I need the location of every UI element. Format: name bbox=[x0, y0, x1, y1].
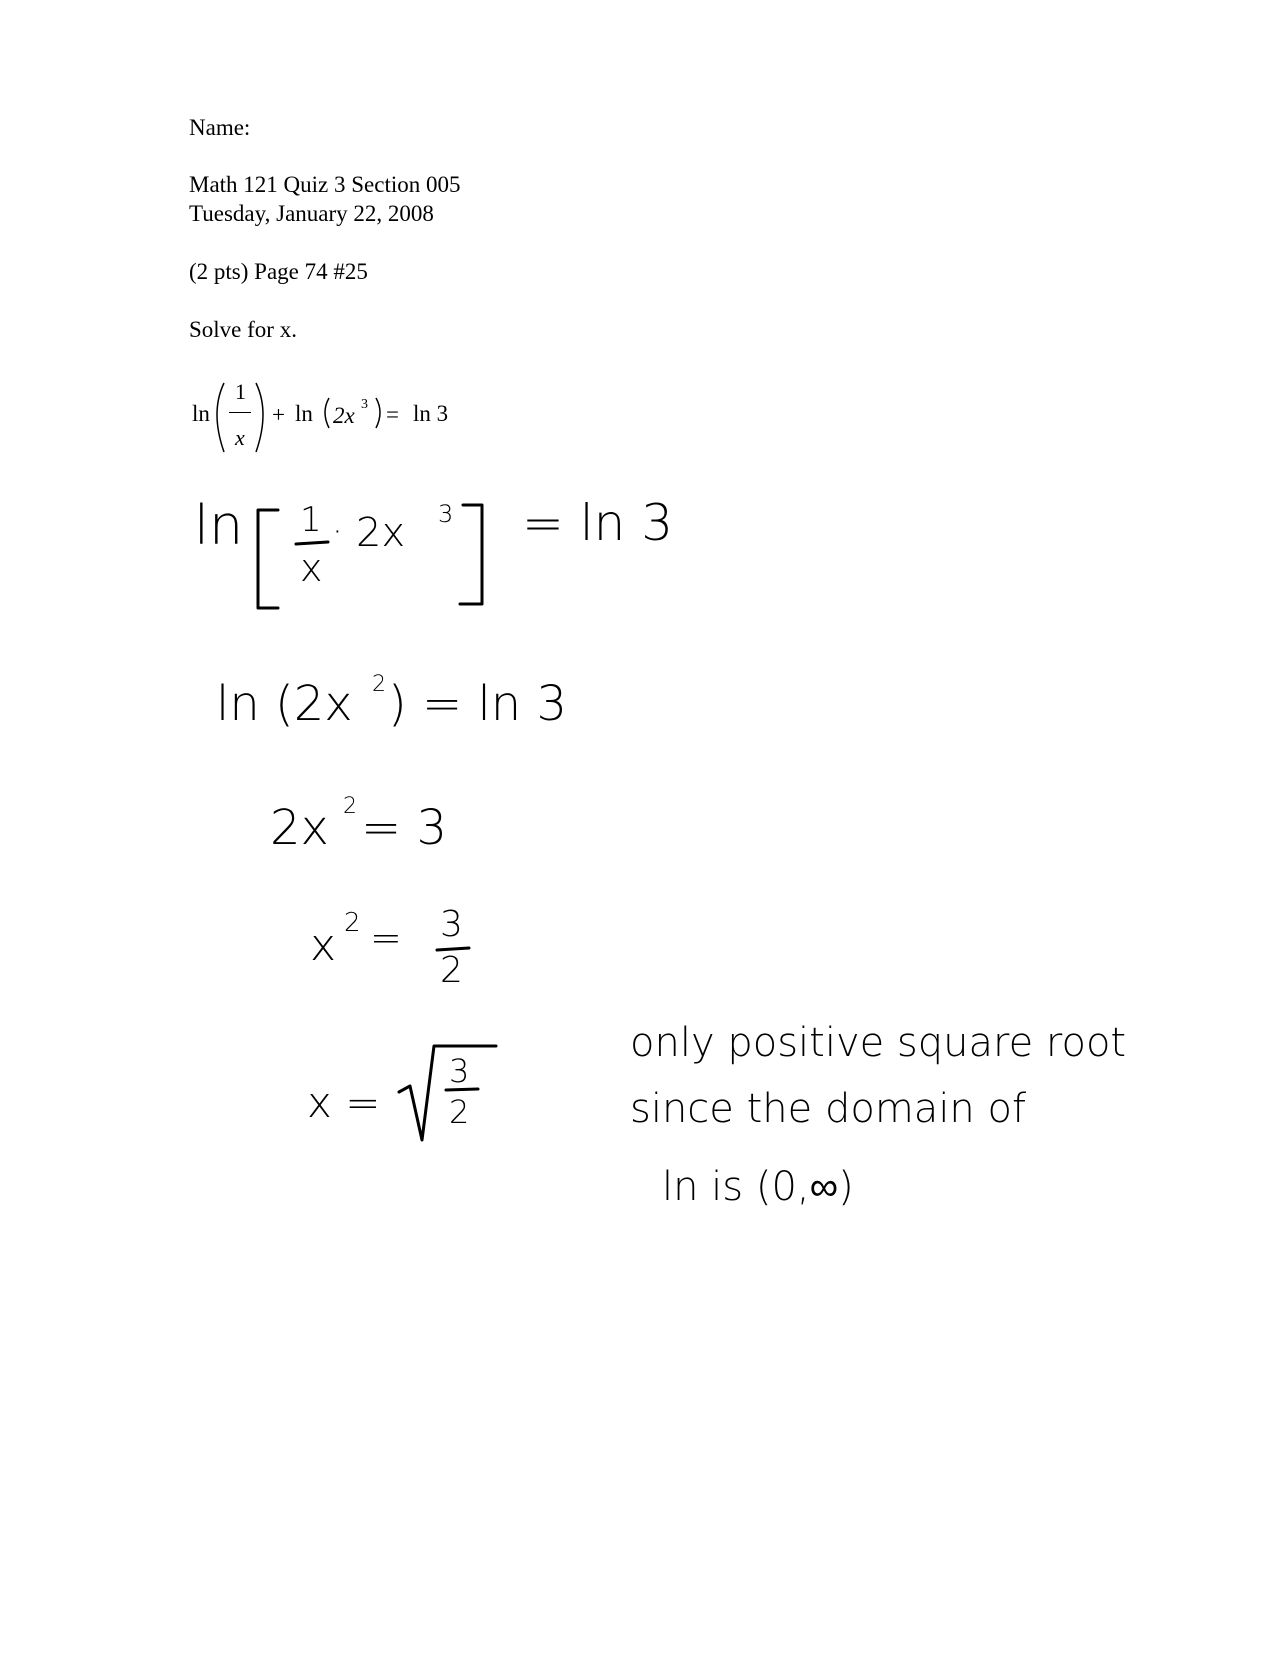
step1-fraction-bar bbox=[296, 542, 328, 544]
eq-plus: + bbox=[272, 402, 285, 427]
note-line-1: only positive square root bbox=[630, 1020, 1127, 1066]
step1-exponent: 3 bbox=[438, 500, 454, 528]
step1-rhs: = ln 3 bbox=[522, 494, 674, 552]
eq-left-paren-2 bbox=[325, 398, 329, 428]
points-line: (2 pts) Page 74 #25 bbox=[189, 259, 368, 284]
eq-right-paren-2 bbox=[376, 398, 380, 428]
name-label: Name: bbox=[189, 115, 251, 140]
step2-exponent: 2 bbox=[372, 672, 386, 697]
instruction: Solve for x. bbox=[189, 317, 297, 342]
eq-ln-2: ln bbox=[295, 401, 313, 426]
step1-dot: · bbox=[332, 512, 343, 552]
eq-equals: = bbox=[386, 402, 399, 427]
step1-right-bracket bbox=[460, 505, 482, 604]
eq-base: 2x bbox=[333, 403, 355, 428]
step1-left-bracket bbox=[258, 510, 278, 608]
eq-numerator: 1 bbox=[235, 379, 246, 404]
step5-denominator: 2 bbox=[449, 1093, 470, 1131]
eq-ln-1: ln bbox=[192, 401, 210, 426]
step4-left: x bbox=[310, 920, 337, 971]
step5-radical-sign bbox=[399, 1046, 496, 1140]
note-line-2: since the domain of bbox=[630, 1086, 1027, 1132]
note-line-3: ln is (0,∞) bbox=[662, 1164, 854, 1210]
step2-left: ln (2x bbox=[216, 676, 353, 732]
eq-exponent: 3 bbox=[361, 397, 368, 412]
eq-right-paren-1 bbox=[256, 383, 263, 452]
step1-base: 2x bbox=[356, 510, 406, 556]
step4-exponent: 2 bbox=[344, 908, 361, 938]
step1-numerator: 1 bbox=[300, 500, 322, 540]
eq-denominator: x bbox=[235, 425, 245, 450]
step3-right: = 3 bbox=[361, 800, 448, 856]
step4-numerator: 3 bbox=[440, 904, 463, 945]
step5-left: x = bbox=[307, 1078, 381, 1127]
course-line: Math 121 Quiz 3 Section 005 bbox=[189, 172, 461, 197]
step2-right: ) = ln 3 bbox=[388, 676, 568, 732]
date-line: Tuesday, January 22, 2008 bbox=[189, 201, 434, 226]
step3-exponent: 2 bbox=[343, 794, 357, 819]
eq-left-paren-1 bbox=[217, 383, 224, 452]
step4-denominator: 2 bbox=[440, 950, 463, 991]
eq-rhs: ln 3 bbox=[413, 401, 449, 426]
step1-ln: ln bbox=[194, 494, 244, 557]
step1-denominator: x bbox=[300, 546, 323, 590]
step3-left: 2x bbox=[270, 800, 329, 856]
step4-equals: = bbox=[370, 916, 402, 960]
step5-numerator: 3 bbox=[449, 1052, 470, 1090]
